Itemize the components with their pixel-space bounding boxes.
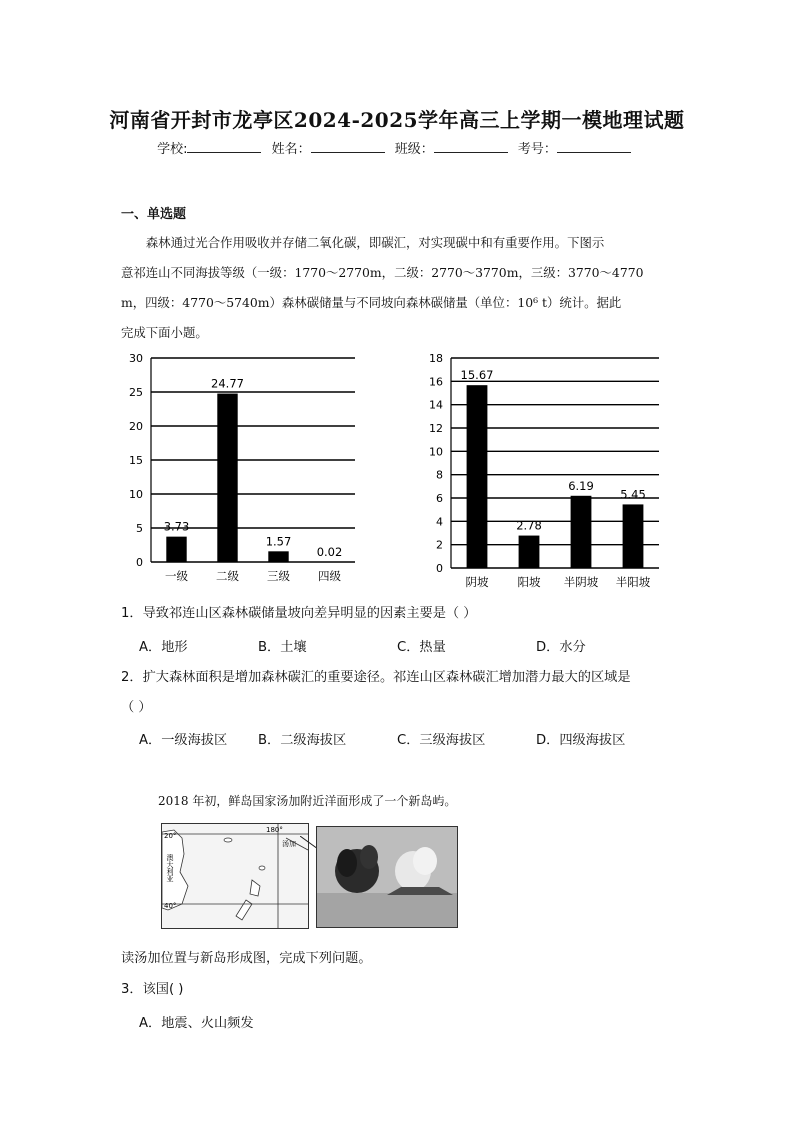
y-tick-label: 12: [429, 422, 443, 435]
bar: [217, 394, 237, 562]
y-tick-label: 25: [129, 386, 143, 399]
altitude-chart-svg: [115, 350, 375, 590]
bar: [623, 504, 644, 568]
y-tick-label: 0: [436, 562, 443, 575]
x-category-label: 四级: [318, 569, 341, 583]
bar: [467, 385, 488, 568]
page-title: 河南省开封市龙亭区2024-2025学年高三上学期一模地理试题: [109, 108, 685, 132]
y-tick-label: 8: [436, 468, 443, 482]
q2-option-c[interactable]: C．三级海拔区: [397, 733, 486, 748]
passage-line: m，四级：4770～5740m）森林碳储量与不同坡向森林碳储量（单位：10⁶ t）统计。据此: [121, 295, 622, 310]
x-category-label: 一级: [165, 569, 188, 583]
x-category-label: 二级: [216, 569, 239, 583]
new-zealand-south-shape: [236, 900, 252, 920]
passage-line: 意祁连山不同海拔等级（一级：1770～2770m，二级：2770～3770m，三级：3770～4770: [121, 265, 644, 280]
q1-option-d[interactable]: D．水分: [536, 640, 586, 655]
bar-data-label: 5.45: [620, 487, 646, 502]
question-2-stem-cont: （ ）: [121, 700, 152, 715]
x-category-label: 阳坡: [517, 575, 541, 589]
q1-option-a[interactable]: A．地形: [139, 640, 188, 655]
passage-2-intro: 2018 年初，鲜岛国家汤加附近洋面形成了一个新岛屿。: [158, 794, 457, 808]
bar: [268, 551, 288, 562]
q3-option-a[interactable]: A．地震、火山频发: [139, 1016, 254, 1031]
school-label: 学校:: [157, 142, 188, 157]
q1-option-b[interactable]: B．土壤: [258, 640, 307, 655]
bar-data-label: 24.77: [211, 376, 244, 391]
volcano-photo-svg: [317, 827, 457, 927]
x-category-label: 半阳坡: [615, 575, 651, 589]
x-category-label: 阴坡: [465, 575, 489, 589]
y-tick-label: 0: [136, 556, 143, 569]
x-category-label: 半阴坡: [563, 575, 599, 589]
map-svg: [162, 824, 308, 928]
new-zealand-north-shape: [250, 880, 260, 896]
y-tick-label: 16: [429, 375, 443, 389]
sea-shape: [317, 893, 457, 927]
y-tick-label: 5: [136, 522, 143, 535]
class-label: 班级：: [394, 142, 434, 157]
y-tick-label: 30: [129, 352, 143, 365]
bar-data-label: 2.78: [516, 518, 542, 533]
aspect-chart-svg: [415, 350, 675, 590]
y-tick-label: 10: [129, 488, 143, 501]
tonga-location-map: [161, 823, 309, 929]
y-tick-label: 18: [429, 352, 443, 365]
bar-data-label: 1.57: [265, 534, 292, 549]
student-info-line: [0, 138, 794, 157]
altitude-carbon-chart: [115, 350, 375, 594]
island-shape: [259, 866, 265, 870]
exam-no-label: 考号：: [517, 142, 557, 157]
question-1-stem: 1．导致祁连山区森林碳储量坡向差异明显的因素主要是（ ）: [121, 606, 477, 621]
map-label-lat40: 40°: [164, 902, 177, 910]
island-shape: [224, 838, 232, 842]
bar-data-label: 6.19: [568, 478, 594, 493]
passage-1: [121, 228, 673, 348]
section-heading: 一、单选题: [121, 207, 187, 222]
map-label-lon180: 180°: [266, 826, 283, 834]
y-tick-label: 4: [436, 515, 443, 529]
q2-option-a[interactable]: A．一级海拔区: [139, 733, 228, 748]
question-3-stem: 3．该国( ): [121, 982, 184, 997]
bar: [571, 496, 592, 568]
y-tick-label: 20: [129, 420, 143, 433]
passage-line: 森林通过光合作用吸收并存储二氧化碳，即碳汇，对实现碳中和有重要作用。下图示: [145, 235, 605, 250]
y-tick-label: 2: [436, 538, 443, 552]
map-label-tonga: 汤加: [282, 840, 296, 848]
x-category-label: 三级: [267, 569, 290, 583]
map-label-lat20: 20°: [164, 832, 177, 840]
q2-option-b[interactable]: B．二级海拔区: [258, 733, 347, 748]
passage-line: 完成下面小题。: [121, 325, 208, 340]
y-tick-label: 14: [429, 398, 443, 412]
name-blank[interactable]: [311, 140, 385, 153]
school-blank[interactable]: [187, 140, 261, 153]
q1-option-c[interactable]: C．热量: [397, 640, 446, 655]
volcanic-island-photo: [316, 826, 458, 928]
exam-no-blank[interactable]: [557, 140, 631, 153]
bar: [166, 537, 186, 562]
bar-data-label: 3.73: [163, 519, 190, 534]
q2-option-d[interactable]: D．四级海拔区: [536, 733, 626, 748]
bar-data-label: 0.02: [316, 544, 343, 559]
y-tick-label: 10: [429, 445, 443, 459]
map-label-australia: 澳大利亚: [166, 854, 174, 882]
y-tick-label: 15: [129, 454, 143, 467]
bar: [519, 536, 540, 568]
aspect-carbon-chart: [415, 350, 675, 594]
y-tick-label: 6: [436, 492, 443, 505]
bar-data-label: 15.67: [460, 368, 494, 383]
passage-2-caption: 读汤加位置与新岛形成图，完成下列问题。: [121, 951, 372, 966]
name-label: 姓名：: [271, 142, 311, 157]
question-2-stem: 2．扩大森林面积是增加森林碳汇的重要途径。祁连山区森林碳汇增加潜力最大的区域是: [121, 670, 631, 685]
class-blank[interactable]: [434, 140, 508, 153]
